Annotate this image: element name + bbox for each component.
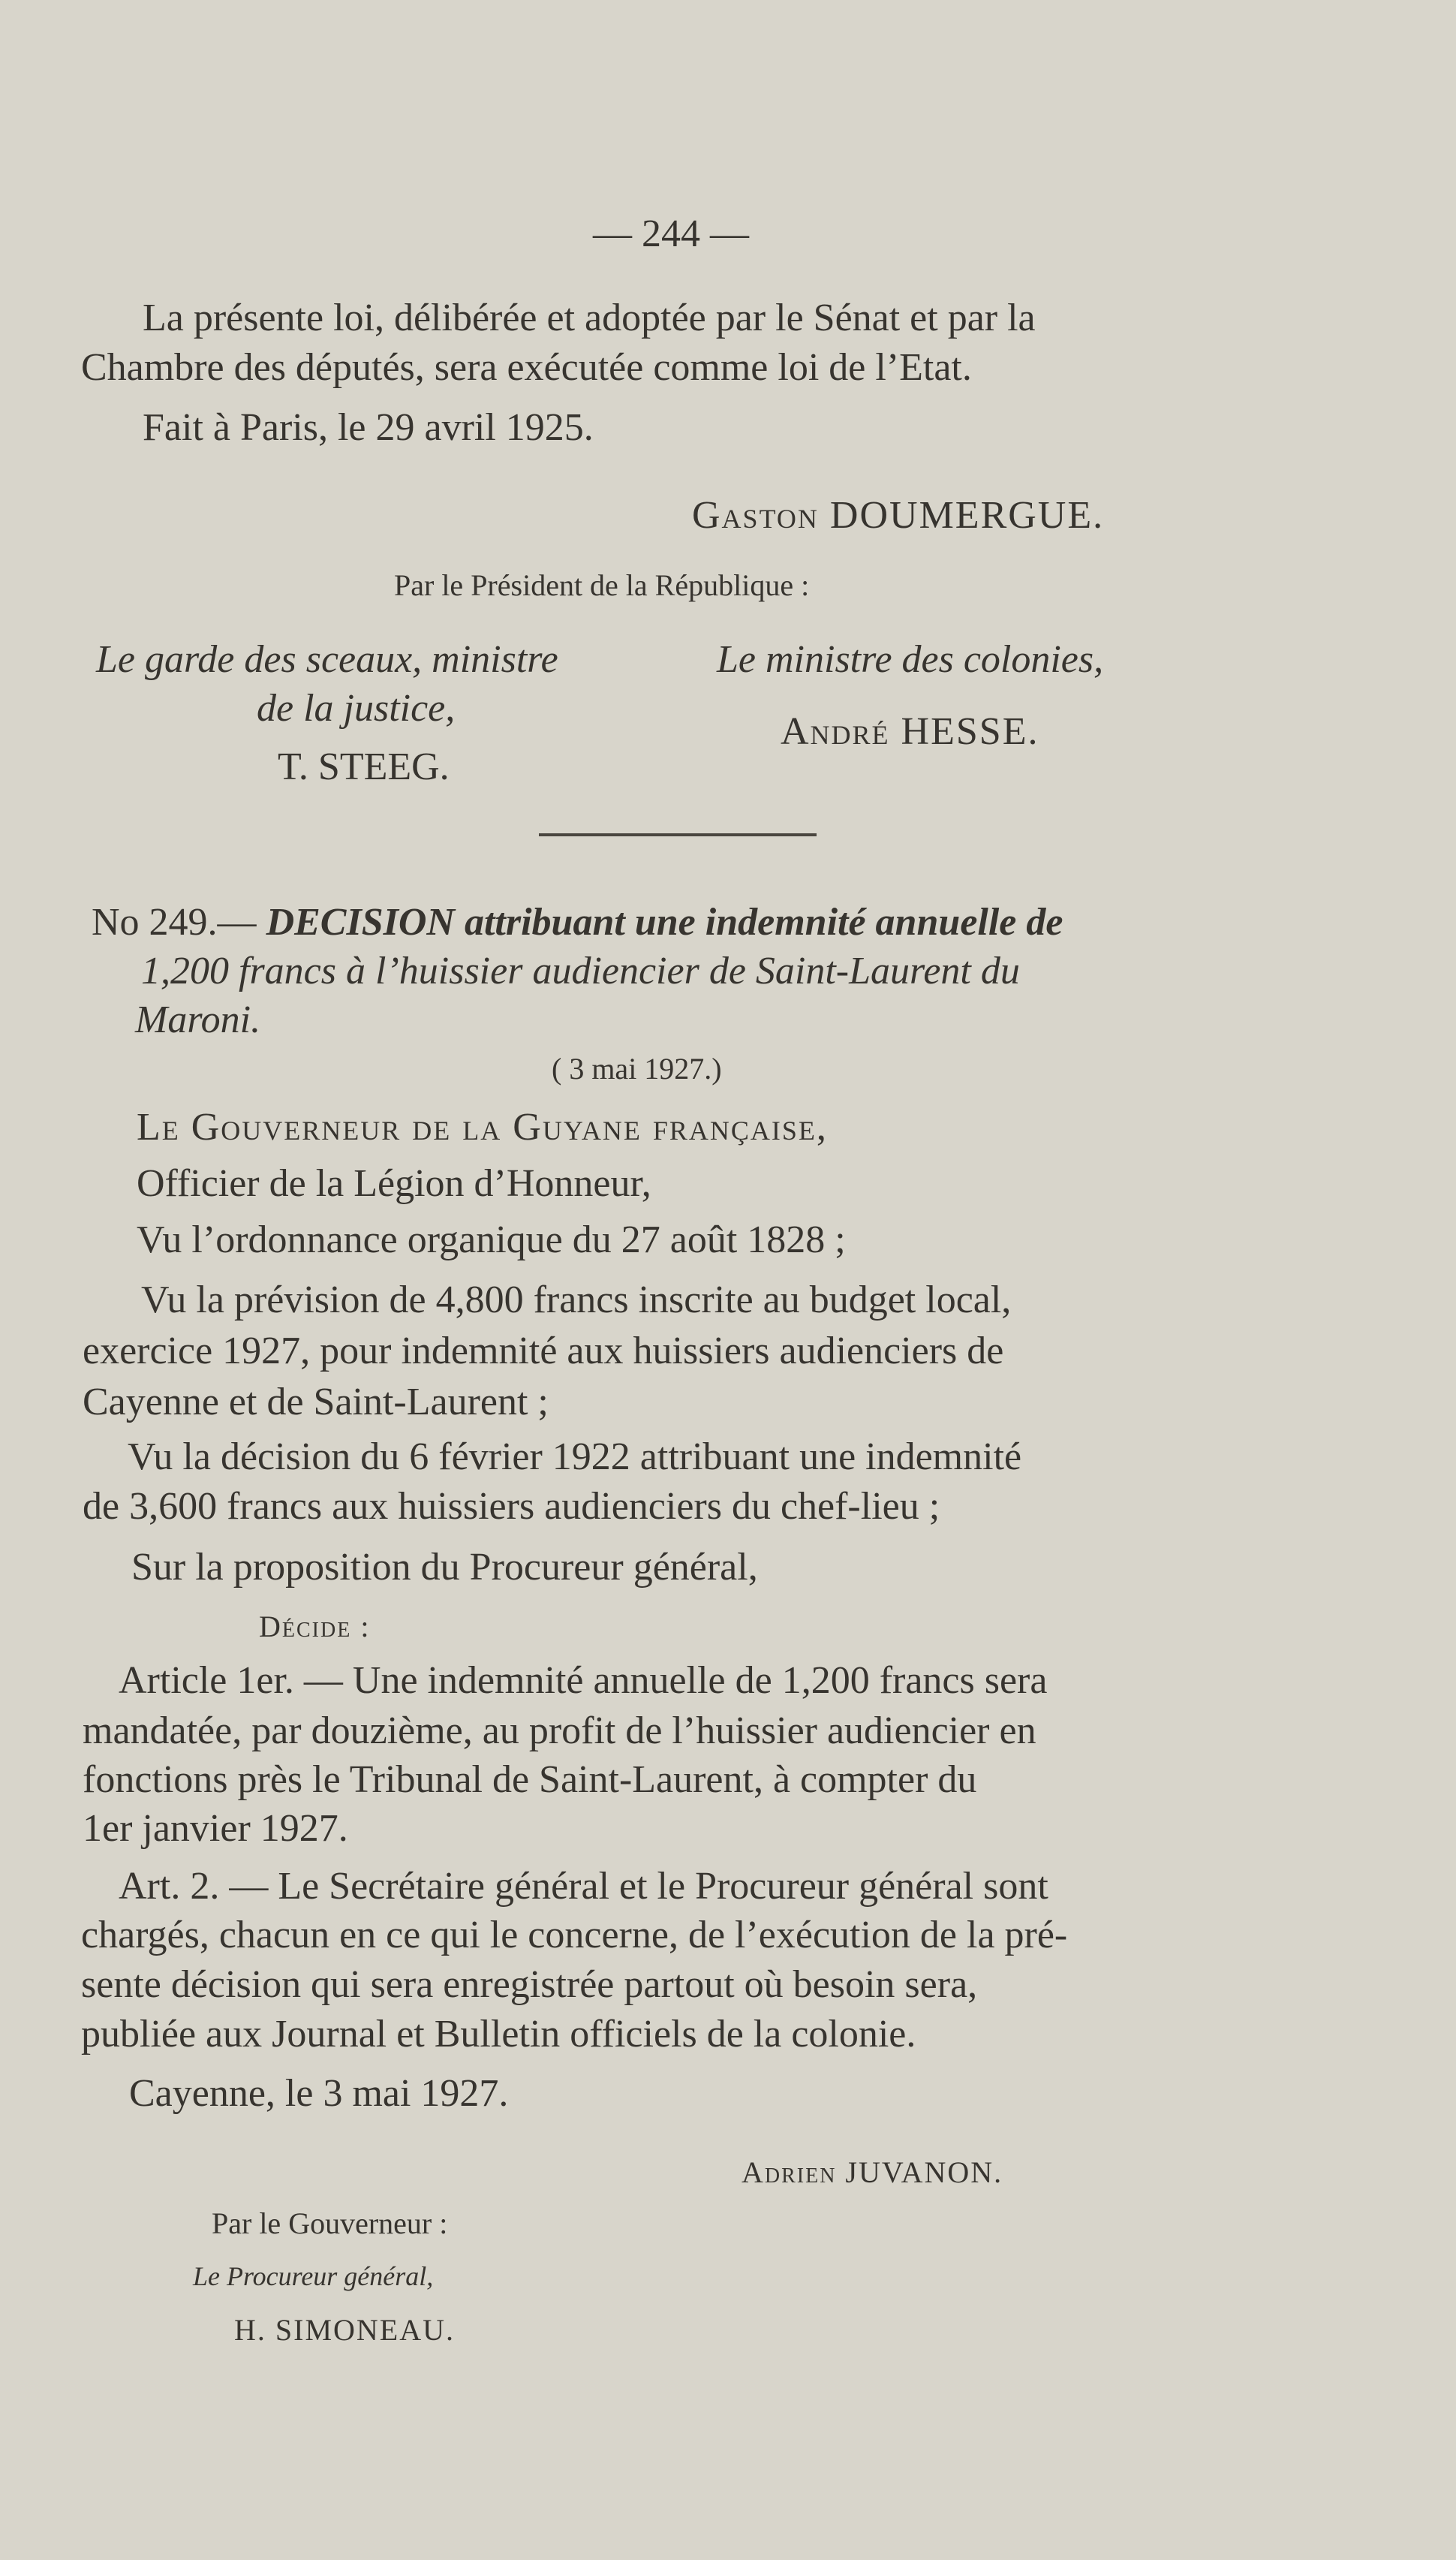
text-line: Chambre des députés, sera exécutée comme loi de l’Etat. xyxy=(81,346,972,389)
preamble-line: Le Gouverneur de la Guyane française, xyxy=(137,1106,828,1149)
text-line: Fait à Paris, le 29 avril 1925. xyxy=(143,406,594,449)
minister-name: T. STEEG. xyxy=(278,745,450,788)
article-line: fonctions près le Tribunal de Saint-Laurent, à compter du xyxy=(83,1758,977,1801)
signer-name: Adrien JUVANON. xyxy=(742,2155,1003,2189)
preamble-line: Vu l’ordonnance organique du 27 août 1828 ; xyxy=(137,1218,846,1261)
decision-heading: 1,200 francs à l’huissier audiencier de Saint-Laurent du xyxy=(141,950,1020,992)
minister-title: de la justice, xyxy=(257,687,456,730)
article-line: publiée aux Journal et Bulletin officiels de la colonie. xyxy=(81,2013,916,2056)
article-line: mandatée, par douzième, au profit de l’huissier audiencier en xyxy=(83,1709,1036,1752)
text-line: exercice 1927, pour indemnité aux huissiers audienciers de xyxy=(83,1330,1004,1372)
article-line: Art. 2. — Le Secrétaire général et le Procureur général sont xyxy=(119,1865,1048,1908)
signature-name: Gaston DOUMERGUE. xyxy=(692,494,1105,537)
text-line: Sur la proposition du Procureur général, xyxy=(131,1546,758,1589)
decision-heading: No 249.— DECISION attribuant une indemnité annuelle de xyxy=(92,901,1063,944)
text-line: Vu la décision du 6 février 1922 attribuant une indemnité xyxy=(128,1435,1022,1478)
countersign-name: H. SIMONEAU. xyxy=(234,2313,455,2347)
decide-heading: Décide : xyxy=(259,1610,371,1643)
text-line: Cayenne et de Saint-Laurent ; xyxy=(83,1381,549,1423)
text-line: La présente loi, délibérée et adoptée par le Sénat et par la xyxy=(143,297,1036,339)
article-line: Article 1er. — Une indemnité annuelle de 1,200 francs sera xyxy=(119,1659,1048,1702)
article-line: 1er janvier 1927. xyxy=(83,1807,348,1850)
page-number: — 244 — xyxy=(593,212,749,255)
decision-date: ( 3 mai 1927.) xyxy=(552,1052,722,1086)
preamble-line: Officier de la Légion d’Honneur, xyxy=(137,1162,651,1205)
separator-rule xyxy=(539,833,817,836)
article-line: sente décision qui sera enregistrée partout où besoin sera, xyxy=(81,1963,978,2006)
signature-by: Par le Gouverneur : xyxy=(212,2206,448,2240)
minister-title: Le garde des sceaux, ministre xyxy=(96,638,558,681)
minister-name: André HESSE. xyxy=(781,710,1039,753)
article-line: chargés, chacun en ce qui le concerne, de l’exécution de la pré- xyxy=(81,1914,1068,1956)
decision-heading: Maroni. xyxy=(135,998,261,1041)
signature-by: Par le Président de la République : xyxy=(394,568,810,602)
countersign-title: Le Procureur général, xyxy=(193,2261,434,2291)
place-date: Cayenne, le 3 mai 1927. xyxy=(129,2072,509,2115)
text-line: Vu la prévision de 4,800 francs inscrite au budget local, xyxy=(141,1278,1012,1321)
minister-title: Le ministre des colonies, xyxy=(717,638,1104,681)
text-line: de 3,600 francs aux huissiers audienciers du chef-lieu ; xyxy=(83,1485,940,1528)
